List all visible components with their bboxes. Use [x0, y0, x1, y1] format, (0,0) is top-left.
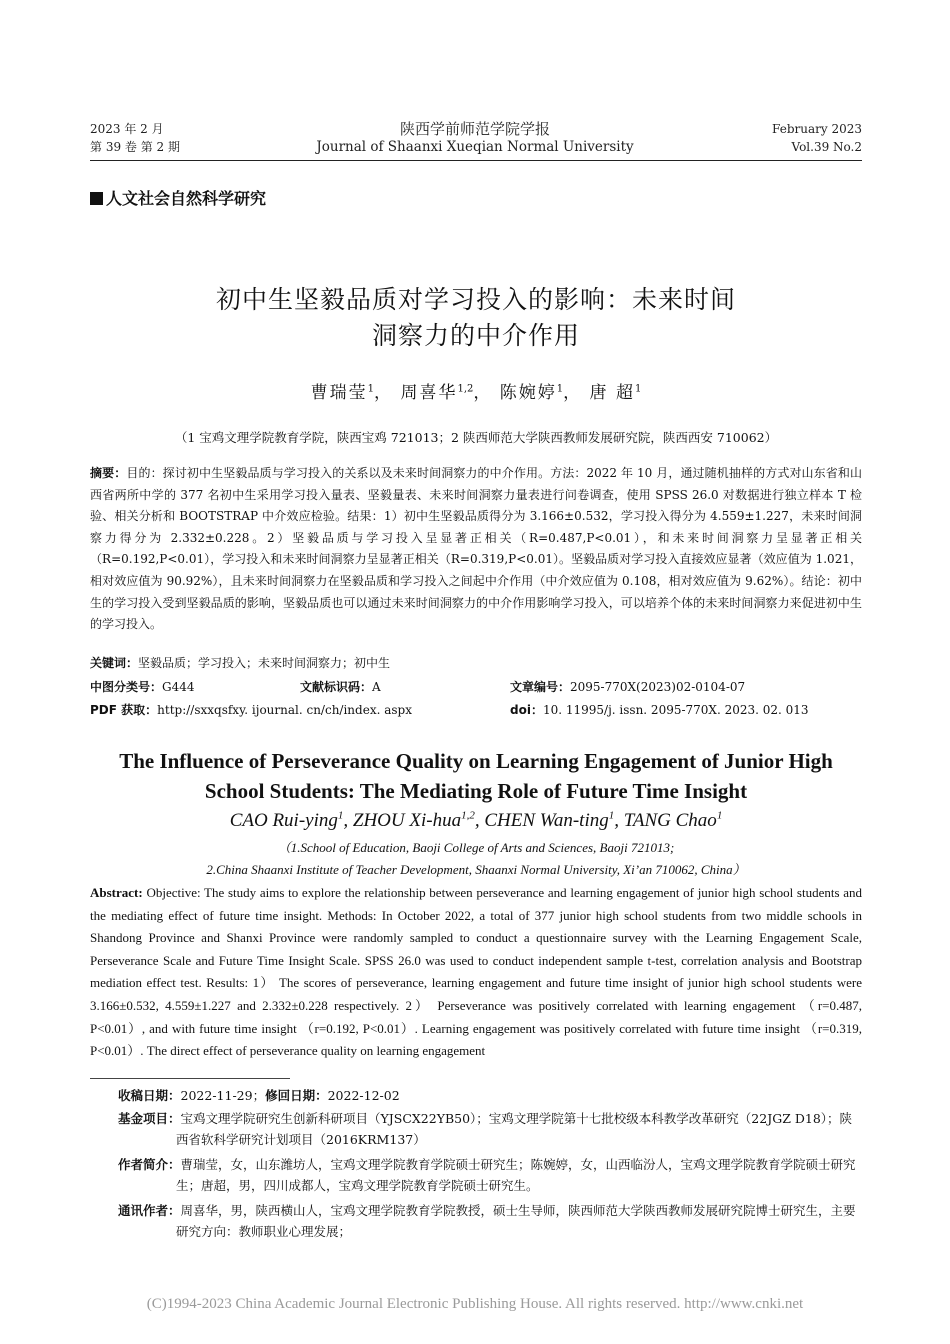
author-cn: 陈婉婷$^1$， [499, 383, 583, 403]
header-right [772, 120, 862, 156]
title-en [90, 746, 862, 806]
authors-en [90, 810, 862, 832]
author-cn: 曹瑞莹$^1$， [310, 383, 394, 403]
author-en: CHEN Wan-ting$^1$, [484, 810, 624, 832]
abstract-cn-text: 目的：探讨初中生坚毅品质与学习投入的关系以及未来时间洞察力的中介作用。方法：2022 年 10 月，通过随机抽样的方式对山东省和山西省两所中学的 377 名初中生采用学习投入量表、坚毅量表、未来时间洞察力量表进行问卷调查，使用 SPSS 26.0 对数据进行独立样本 T 检验、相关分析和 BOOTSTRAP 中介效应检验。结果：1）初中生坚毅品质得分为 3.166±0.532，学习投入得分为 4.559±1.227，未来时间洞察力得分为 2.332±0.228。2）坚毅品质与学习投入呈显著正相关（R=0.487,P<0.01），和未来时间洞察力呈显著正相关（R=0.192,P<0.01），学习投入和未来时间洞察力呈显著正相关（R=0.319,P<0.01）。坚毅品质对学习投入直接效应显著（效应值为 1.021，相对效应值为 90.92%），且未来时间洞察力在坚毅品质和学习投入之间起中介作用（中介效应值为 0.108，相对效应值为 9.62%）。结论：初中生的学习投入受到坚毅品质的影响，坚毅品质也可以通过未来时间洞察力的中介作用影响学习投入，可以培养个体的未来时间洞察力来促进初中生的学习投入。 [90, 466, 862, 632]
journal-name-cn: 陕西学前师范学院学报 [399, 120, 550, 138]
document-code: 文献标识码：A [300, 680, 381, 694]
author-en: CAO Rui-ying$^1$, [229, 810, 353, 832]
title-cn [90, 282, 862, 354]
author-cn: 唐 超$^1$ [589, 383, 642, 403]
header-volume-en: Vol.39 No.2 [791, 140, 862, 154]
abstract-cn-label: 摘要： [90, 466, 127, 480]
footnote-corresponding: 通讯作者：周喜华，男，陕西横山人，宝鸡文理学院教育学院教授，硕士生导师，陕西师范大学陕西教师发展研究院博士研究生，主要研究方向：教师职业心理发展； [118, 1203, 856, 1239]
footnote-rule [90, 1078, 290, 1079]
affiliation-cn: （1 宝鸡文理学院教育学院，陕西宝鸡 721013；2 陕西师范大学陕西教师发展研究院，陕西西安 710062） [174, 430, 778, 445]
author-en: TANG Chao$^1$ [623, 810, 723, 832]
title-cn-line2: 洞察力的中介作用 [371, 321, 580, 350]
header-date: 2023 年 2 月 [90, 122, 164, 136]
header-date-en: February 2023 [772, 122, 862, 136]
author-cn: 周喜华$^{1,2}$， [400, 383, 493, 403]
abstract-en-text: Objective: The study aims to explore the relationship between perseverance and learning engagement of junior high school students and the mediating effect of future time insight. Methods: In October 2022, a total of 377 junior high school students from two middle schools in Shandong Province and Shanxi Province were randomly sampled to conduct a questionnaire survey with the Learning Engagement Scale, Perseverance Scale and Future Time Insight Scale. SPSS 26.0 was used to conduct independent sample t-test, correlation analysis and Bootstrap mediation effect test. Results: 1） The scores of perseverance, learning engagement and future time insight of junior high school students were 3.166±0.532, 4.559±1.227 and 2.332±0.228 respectively. 2） Perseverance was positively correlated with learning engagement （r=0.487, P<0.01）, and with future time insight （r=0.192, P<0.01）. Learning engagement was positively correlated with future time insight （r=0.319, P<0.01）. The direct effect of perseverance quality on learning engagement [90, 885, 863, 1059]
header-left [90, 120, 180, 156]
header-rule [90, 160, 862, 161]
title-en-line2: School Students: The Mediating Role of Future Time Insight [204, 779, 748, 803]
header-center [275, 120, 675, 156]
keywords-cn: 关键词：坚毅品质；学习投入；未来时间洞察力；初中生 [90, 656, 391, 670]
clc-number: 中图分类号：G444 [90, 680, 195, 694]
abstract-cn [90, 463, 862, 636]
author-en: ZHOU Xi-hua$^{1,2}$, [352, 810, 485, 832]
doi-link[interactable]: doi：10. 11995/j. issn. 2095-770X. 2023. 02. 013 [510, 703, 809, 717]
header-volume: 第 39 卷 第 2 期 [90, 140, 180, 154]
footnote-bio: 作者简介：曹瑞莹，女，山东潍坊人，宝鸡文理学院教育学院硕士研究生；陈婉婷，女，山西临汾人，宝鸡文理学院教育学院硕士研究生；唐超，男，四川成都人，宝鸡文理学院教育学院硕士研究生。 [118, 1157, 856, 1193]
abstract-en-label: Abstract: [90, 885, 143, 900]
authors-cn [90, 378, 862, 403]
title-en-line1: The Influence of Perseverance Quality on Learning Engagement of Junior High [119, 749, 833, 773]
footnote-dates: 收稿日期：2022-11-29；修回日期：2022-12-02 [118, 1088, 400, 1103]
pdf-link[interactable]: PDF 获取：http://sxxqsfxy. ijournal. cn/ch/index. aspx [90, 703, 412, 717]
affiliation-en: （1.School of Education, Baoji College of Arts and Sciences, Baoji 721013; 2.China Shaanxi Institute of Teacher Development, Shaanxi Normal University, Xi’an 710062, China） [206, 840, 746, 877]
footnote-fund: 基金项目：宝鸡文理学院研究生创新科研项目（YJSCX22YB50）；宝鸡文理学院第十七批校级本科教学改革研究（22JGZ D18）；陕西省软科学研究计划项目（2016KRM137） [118, 1111, 853, 1147]
section-heading: 人文社会自然科学研究 [90, 186, 266, 209]
cnki-watermark: (C)1994-2023 China Academic Journal Electronic Publishing House. All rights reserved. http://www.cnki.net [146, 1296, 804, 1312]
article-number: 文章编号：2095-770X(2023)02-0104-07 [510, 680, 746, 694]
title-cn-line1: 初中生坚毅品质对学习投入的影响：未来时间 [215, 285, 736, 314]
abstract-en [90, 882, 862, 1063]
journal-name-en: Journal of Shaanxi Xueqian Normal University [316, 139, 634, 155]
square-bullet-icon [90, 192, 103, 205]
